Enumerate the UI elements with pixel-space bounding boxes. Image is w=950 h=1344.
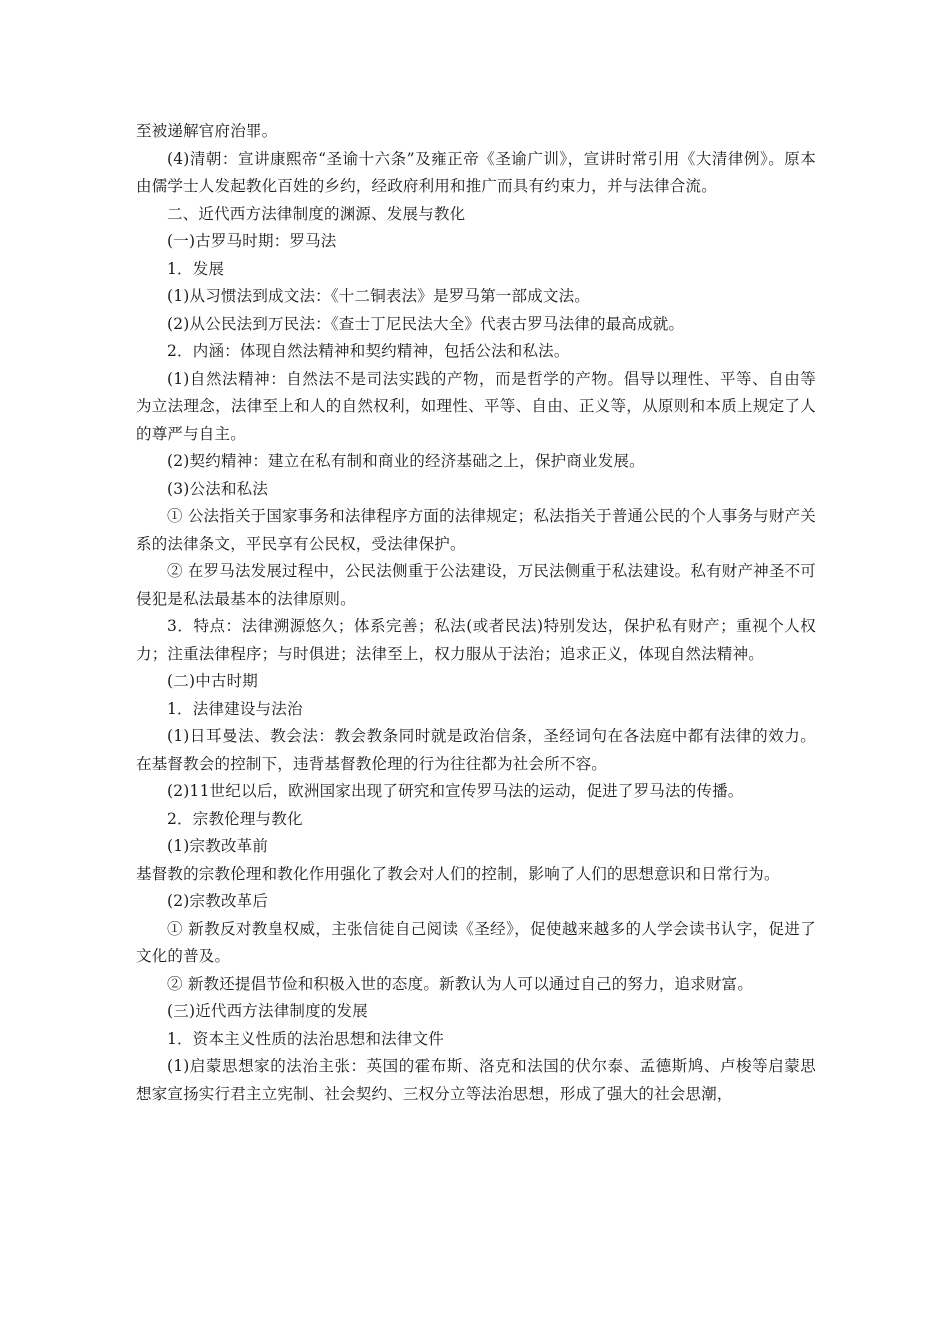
paragraph-after-reformation-2: ② 新教还提倡节俭和积极入世的态度。新教认为人可以通过自己的努力，追求财富。 [167, 974, 754, 993]
subsection-heading-modern-west: (三)近代西方法律制度的发展 [167, 1002, 368, 1020]
subsection-heading-ancient-rome: (一)古罗马时期：罗马法 [167, 232, 337, 250]
paragraph-before-reformation: 基督教的宗教伦理和教化作用强化了教会对人们的控制，影响了人们的思想意识和日常行为。 [136, 864, 780, 883]
item-heading-religious-ethics: 2．宗教伦理与教化 [167, 809, 303, 828]
section-heading-western-law: 二、近代西方法律制度的渊源、发展与教化 [167, 204, 466, 223]
paragraph-before-reformation-heading: (1)宗教改革前 [167, 837, 269, 855]
paragraph-after-reformation-heading: (2)宗教改革后 [167, 892, 269, 910]
item-heading-capitalist-law: 1．资本主义性质的法治思想和法律文件 [167, 1029, 444, 1048]
paragraph-law-of-nations: (2)从公民法到万民法：《查士丁尼民法大全》代表古罗马法律的最高成就。 [167, 314, 685, 333]
paragraph-public-private-law-2: ② 在罗马法发展过程中，公民法侧重于公法建设，万民法侧重于私法建设。私有财产神圣不可侵犯是私法最基本的法律原则。 [136, 562, 816, 608]
item-heading-connotation: 2．内涵：体现自然法精神和契约精神，包括公法和私法。 [167, 342, 570, 360]
item-heading-features: 3．特点：法律溯源悠久；体系完善；私法(或者民法)特别发达，保护私有财产；重视个人权力；注重法律程序；与时俱进；法律至上，权力服从于法治；追求正义，体现自然法精神。 [136, 617, 816, 663]
paragraph-written-law: (1)从习惯法到成文法：《十二铜表法》是罗马第一部成文法。 [167, 287, 591, 305]
item-heading-legal-construction: 1．法律建设与法治 [167, 699, 303, 718]
subsection-heading-middle-ages: (二)中古时期 [167, 672, 258, 690]
paragraph-continuation: 至被递解官府治罪。 [136, 122, 278, 140]
paragraph-natural-law: (1)自然法精神：自然法不是司法实践的产物，而是哲学的产物。倡导以理性、平等、自由等为立法理念，法律至上和人的自然权利，如理性、平等、自由、正义等，从原则和本质上规定了人的尊严与自主。 [136, 369, 816, 443]
paragraph-public-private-law-1: ① 公法指关于国家事务和法律程序方面的法律规定；私法指关于普通公民的个人事务与财产关系的法律条文，平民享有公民权，受法律保护。 [136, 507, 816, 553]
item-heading-development: 1．发展 [167, 259, 225, 278]
paragraph-roman-law-revival: (2)11世纪以后，欧洲国家出现了研究和宣传罗马法的运动，促进了罗马法的传播。 [167, 782, 744, 800]
paragraph-contract-spirit: (2)契约精神：建立在私有制和商业的经济基础之上，保护商业发展。 [167, 452, 645, 470]
paragraph-public-private-law-heading: (3)公法和私法 [167, 479, 269, 498]
paragraph-enlightenment: (1)启蒙思想家的法治主张：英国的霍布斯、洛克和法国的伏尔泰、孟德斯鸠、卢梭等启蒙思想家宣扬实行君主立宪制、社会契约、三权分立等法治思想，形成了强大的社会思潮， [136, 1057, 816, 1103]
paragraph-qing-dynasty: (4)清朝：宣讲康熙帝“圣谕十六条”及雍正帝《圣谕广训》，宣讲时常引用《大清律例》。原本由儒学士人发起教化百姓的乡约，经政府利用和推广而具有约束力，并与法律合流。 [136, 149, 816, 195]
paragraph-germanic-canon-law: (1)日耳曼法、教会法：教会教条同时就是政治信条，圣经词句在各法庭中都有法律的效力。在基督教会的控制下，违背基督教伦理的行为往往都为社会所不容。 [136, 727, 816, 773]
paragraph-after-reformation-1: ① 新教反对教皇权威，主张信徒自己阅读《圣经》，促使越来越多的人学会读书认字，促进了文化的普及。 [136, 919, 816, 965]
document-body [136, 118, 816, 1108]
